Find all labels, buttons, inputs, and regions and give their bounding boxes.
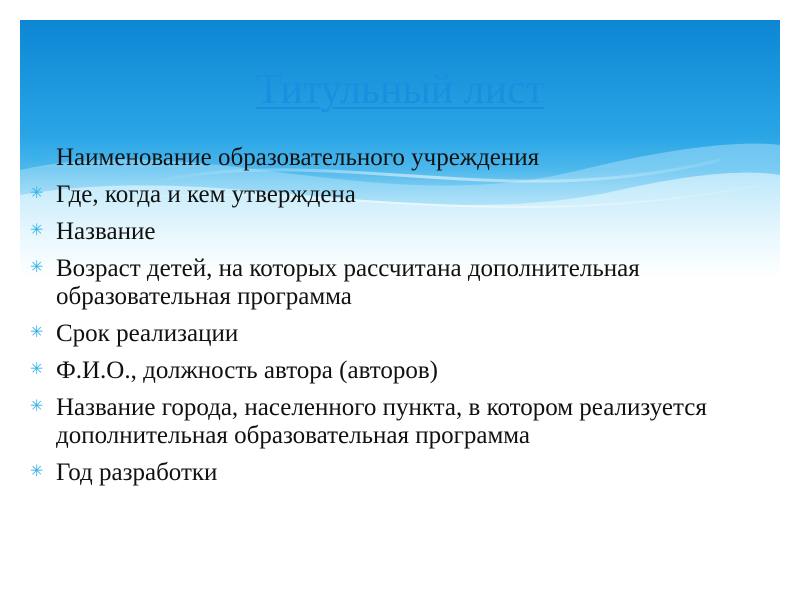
asterisk-bullet-icon: ✳ — [30, 359, 44, 378]
list-item-text: Название города, населенного пункта, в котором реализуется дополнительная образовательная программа — [56, 394, 707, 449]
asterisk-bullet-icon: ✳ — [30, 220, 44, 239]
asterisk-bullet-icon: ✳ — [30, 146, 44, 165]
list-item-text: Возраст детей, на которых рассчитана дополнительная образовательная программа — [56, 255, 640, 310]
list-item — [20, 320, 770, 348]
list-item-text: Срок реализации — [56, 320, 239, 347]
bullet-list — [20, 144, 770, 496]
list-item — [20, 255, 770, 311]
list-item-text: Название — [56, 218, 156, 245]
list-item-text: Где, когда и кем утверждена — [56, 181, 356, 208]
asterisk-bullet-icon: ✳ — [30, 322, 44, 341]
slide-title: Титульный лист — [255, 67, 545, 113]
list-item — [20, 459, 770, 487]
asterisk-bullet-icon: ✳ — [30, 396, 44, 415]
asterisk-bullet-icon: ✳ — [30, 461, 44, 480]
list-item — [20, 357, 770, 385]
asterisk-bullet-icon: ✳ — [30, 183, 44, 202]
list-item — [20, 394, 770, 450]
list-item — [20, 218, 770, 246]
slide — [20, 20, 780, 584]
list-item-text: Наименование образовательного учреждения — [56, 144, 540, 171]
list-item — [20, 144, 770, 172]
list-item — [20, 181, 770, 209]
list-item-text: Год разработки — [56, 459, 218, 486]
list-item-text: Ф.И.О., должность автора (авторов) — [56, 357, 438, 384]
asterisk-bullet-icon: ✳ — [30, 257, 44, 276]
